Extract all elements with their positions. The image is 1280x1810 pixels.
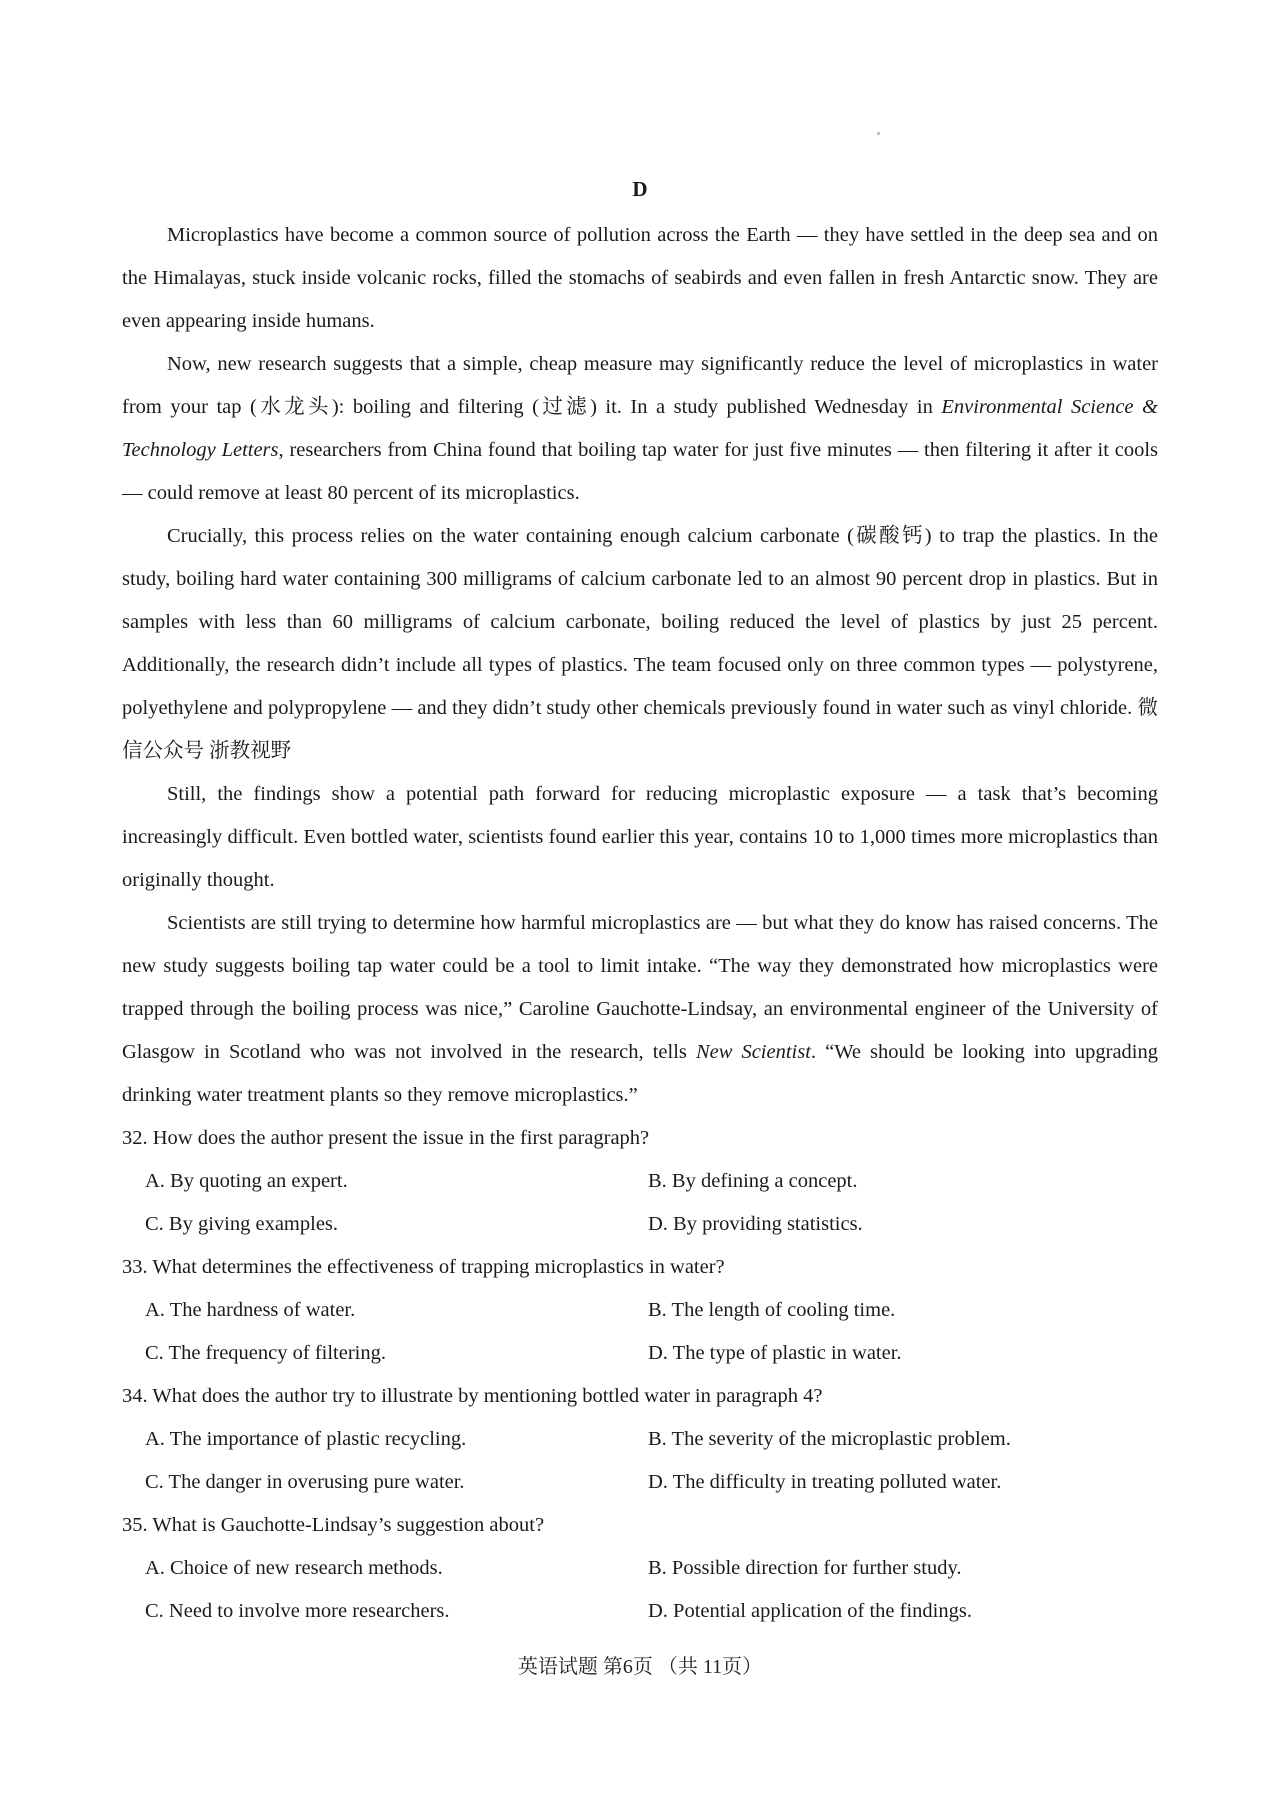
- option-d[interactable]: D. By providing statistics.: [648, 1213, 863, 1235]
- option-grid: [122, 1160, 1158, 1246]
- option-b[interactable]: B. The length of cooling time.: [648, 1299, 896, 1321]
- option-d[interactable]: D. The type of plastic in water.: [648, 1342, 902, 1364]
- question-35: [122, 1504, 1158, 1633]
- text-run: Now, new research suggests that a simple, cheap measure may significantly reduce the level of microplastics in water from your tap (水龙头): boiling and filtering (过滤) it. In a study published Wednesday in: [122, 353, 1158, 418]
- option-grid: [122, 1418, 1158, 1504]
- paragraph-3: [122, 515, 1158, 773]
- paragraph-1: [122, 214, 1158, 343]
- option-d[interactable]: D. Potential application of the findings.: [648, 1600, 972, 1622]
- section-heading: D: [632, 177, 648, 201]
- option-grid: [122, 1289, 1158, 1375]
- option-c[interactable]: C. By giving examples.: [145, 1213, 339, 1235]
- text-run: . “We should be looking into upgrading drinking water treatment plants so they remove microplastics.”: [122, 1041, 1158, 1106]
- option-b[interactable]: B. The severity of the microplastic problem.: [648, 1428, 1011, 1450]
- page-footer: 英语试题 第6页 （共 11页）: [517, 1656, 763, 1678]
- option-grid: [122, 1547, 1158, 1633]
- text-run: Still, the findings show a potential path forward for reducing microplastic exposure — a task that’s becoming increasingly difficult. Even bottled water, scientists found earlier this year, contains 10 to 1,000 times more microplastics than originally thought.: [122, 783, 1158, 891]
- question-stem: 34. What does the author try to illustrate by mentioning bottled water in paragraph 4?: [122, 1385, 823, 1407]
- option-b[interactable]: B. By defining a concept.: [648, 1170, 858, 1192]
- italic-title: New Scientist: [695, 1041, 811, 1063]
- option-c[interactable]: C. Need to involve more researchers.: [145, 1600, 450, 1622]
- scan-speck: [877, 132, 880, 135]
- question-32: [122, 1117, 1158, 1246]
- question-33: [122, 1246, 1158, 1375]
- option-a[interactable]: A. The importance of plastic recycling.: [145, 1428, 467, 1450]
- italic-title: Environmental Science & Technology Letters: [122, 396, 1158, 461]
- paragraph-5: [122, 902, 1158, 1117]
- option-a[interactable]: A. Choice of new research methods.: [145, 1557, 443, 1579]
- paragraph-2: [122, 343, 1158, 515]
- option-c[interactable]: C. The danger in overusing pure water.: [145, 1471, 465, 1493]
- question-stem: 33. What determines the effectiveness of trapping microplastics in water?: [122, 1256, 725, 1278]
- text-run: Crucially, this process relies on the water containing enough calcium carbonate (碳酸钙) to trap the plastics. In the study, boiling hard water containing 300 milligrams of calcium carbonate led to an almost 90 percent drop in plastics. But in samples with less than 60 milligrams of calcium carbonate, boiling reduced the level of plastics by just 25 percent. Additionally, the research didn’t include all types of plastics. The team focused only on three common types — polystyrene, polyethylene and polypropylene — and they didn’t study other chemicals previously found in water such as vinyl chloride. 微信公众号 浙教视野: [122, 525, 1158, 762]
- question-stem: 35. What is Gauchotte-Lindsay’s suggestion about?: [122, 1514, 545, 1536]
- text-run: Scientists are still trying to determine how harmful microplastics are — but what they do know has raised concerns. The new study suggests boiling tap water could be a tool to limit intake. “The way they demonstrated how microplastics were trapped through the boiling process was nice,” Caroline Gauchotte-Lindsay, an environmental engineer of the University of Glasgow in Scotland who was not involved in the research, tells: [122, 912, 1158, 1063]
- text-run: , researchers from China found that boiling tap water for just five minutes — then filtering it after it cools — could remove at least 80 percent of its microplastics.: [122, 439, 1158, 504]
- option-a[interactable]: A. The hardness of water.: [145, 1299, 356, 1321]
- text-run: Microplastics have become a common source of pollution across the Earth — they have settled in the deep sea and on the Himalayas, stuck inside volcanic rocks, filled the stomachs of seabirds and even fallen in fresh Antarctic snow. They are even appearing inside humans.: [122, 224, 1158, 332]
- question-list: [122, 1117, 1158, 1633]
- question-stem: 32. How does the author present the issue in the first paragraph?: [122, 1127, 650, 1149]
- reading-passage: [122, 214, 1158, 1117]
- paragraph-4: [122, 773, 1158, 902]
- option-a[interactable]: A. By quoting an expert.: [145, 1170, 348, 1192]
- option-b[interactable]: B. Possible direction for further study.: [648, 1557, 962, 1579]
- question-34: [122, 1375, 1158, 1504]
- option-d[interactable]: D. The difficulty in treating polluted water.: [648, 1471, 1002, 1493]
- option-c[interactable]: C. The frequency of filtering.: [145, 1342, 386, 1364]
